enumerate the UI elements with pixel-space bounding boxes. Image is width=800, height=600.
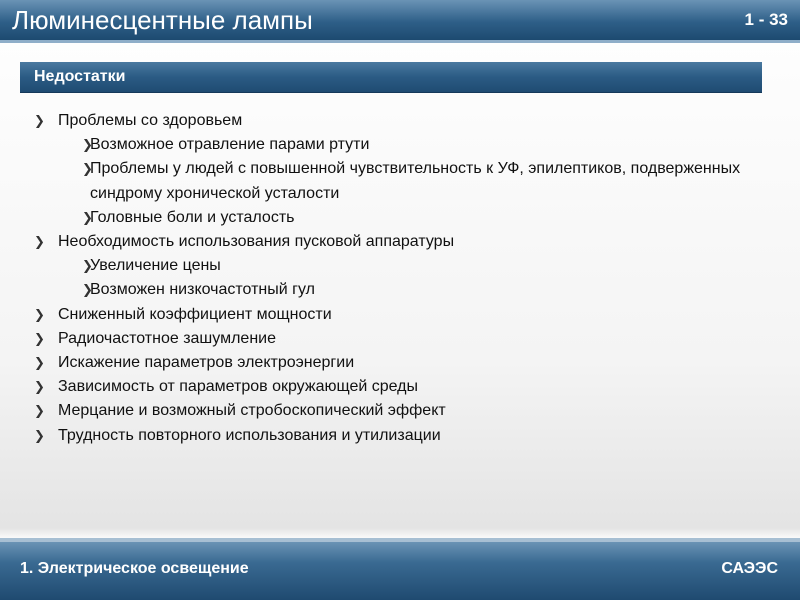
footer-section-label: 1. Электрическое освещение [20, 560, 249, 577]
page-number: 1 - 33 [744, 10, 788, 29]
bullet-list [32, 109, 792, 448]
list-item [32, 133, 792, 157]
chevron-right-icon: ❯ [82, 282, 93, 298]
chevron-right-icon: ❯ [34, 355, 45, 371]
list-item [32, 206, 792, 230]
list-item-text: Искажение параметров электроэнергии [58, 354, 355, 372]
list-item [32, 424, 792, 448]
list-item-text: Необходимость использования пусковой аппаратуры [58, 233, 455, 251]
list-item [32, 351, 792, 375]
slide-title: Люминесцентные лампы [12, 5, 313, 35]
list-item [32, 375, 792, 399]
slide-header [0, 0, 800, 40]
chevron-right-icon: ❯ [34, 330, 45, 346]
slide-footer [0, 542, 800, 600]
chevron-right-icon: ❯ [82, 209, 93, 225]
chevron-right-icon: ❯ [34, 427, 45, 443]
chevron-right-icon: ❯ [34, 403, 45, 419]
chevron-right-icon: ❯ [82, 137, 93, 153]
list-item [32, 399, 792, 423]
list-item [32, 157, 792, 205]
section-title: Недостатки [34, 68, 126, 85]
list-item-text: Сниженный коэффициент мощности [58, 305, 332, 323]
list-item-text: Возможное отравление парами ртути [90, 136, 370, 154]
list-item-text: Радиочастотное зашумление [58, 329, 276, 347]
list-item [32, 278, 792, 302]
list-item [32, 109, 792, 133]
list-item-text: Увеличение цены [90, 257, 221, 275]
list-item-text: Головные боли и усталость [90, 208, 295, 226]
list-item [32, 230, 792, 254]
chevron-right-icon: ❯ [34, 306, 45, 322]
list-item-text: Возможен низкочастотный гул [90, 281, 315, 299]
chevron-right-icon: ❯ [34, 113, 45, 128]
list-item [32, 327, 792, 351]
chevron-right-icon: ❯ [34, 379, 45, 395]
header-divider [0, 40, 800, 43]
chevron-right-icon: ❯ [82, 258, 93, 274]
chevron-right-icon: ❯ [34, 234, 45, 250]
list-item-text: Мерцание и возможный стробоскопический эффект [58, 402, 446, 420]
list-item [32, 303, 792, 327]
list-item-text: Проблемы со здоровьем [58, 112, 243, 129]
section-header-bar [20, 62, 762, 93]
list-item-text: Проблемы у людей с повышенной чувствительность к УФ, эпилептиков, подверженных синдрому хронической усталости [90, 160, 741, 202]
list-item-text: Зависимость от параметров окружающей среды [58, 378, 419, 396]
list-item-text: Трудность повторного использования и утилизации [58, 426, 441, 444]
footer-brand: САЭЭС [721, 560, 778, 577]
list-item [32, 254, 792, 278]
chevron-right-icon: ❯ [82, 161, 93, 177]
